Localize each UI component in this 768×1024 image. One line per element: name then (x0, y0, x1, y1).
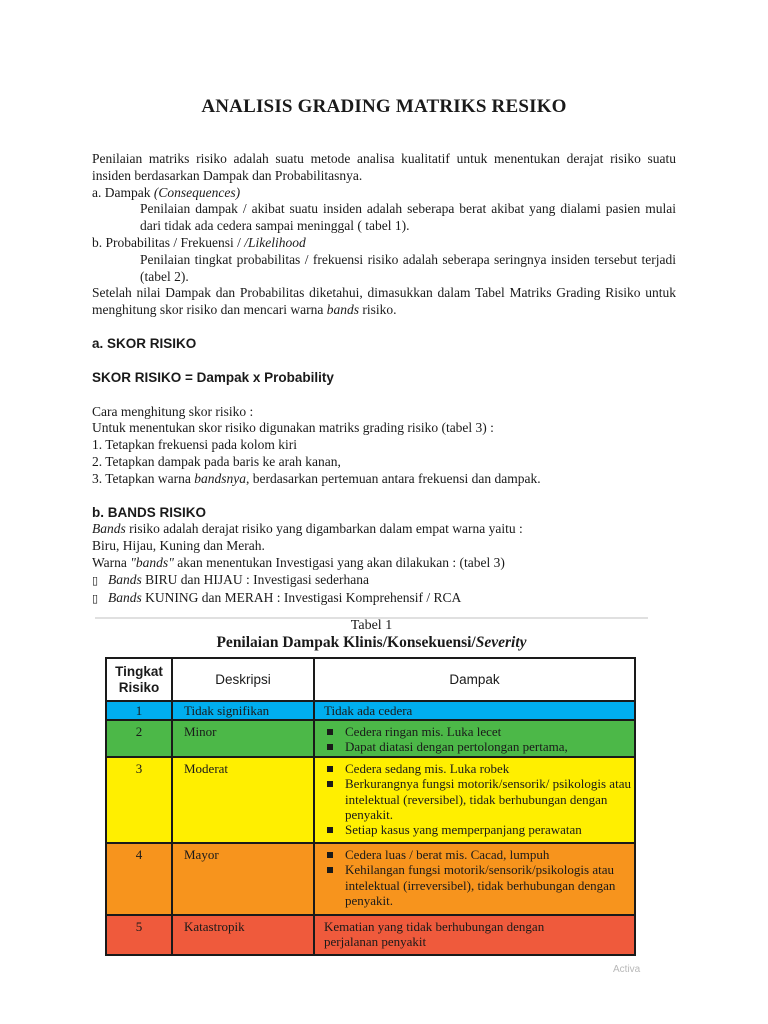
intro-paragraph: Penilaian matriks risiko adalah suatu metode analisa kualitatif untuk menentukan derajat risiko suatu insiden berdasarkan Dampak dan Probabilitasnya. (92, 151, 676, 183)
table-heading: Penilaian Dampak Klinis/Konsekuensi/Severity (216, 634, 527, 651)
table-caption: Tabel 1 (350, 618, 393, 633)
bullet-item: ▯ Bands KUNING dan MERAH : Investigasi Komprehensif / RCA (92, 590, 676, 608)
impact-bullet: Setiap kasus yang memperpanjang perawatan (324, 822, 634, 837)
page-title: ANALISIS GRADING MATRIKS RESIKO (201, 96, 567, 117)
item-b-text: Penilaian tingkat probabilitas / frekuensi risiko adalah seberapa seringnya insiden tersebut terjadi (tabel 2). (140, 251, 676, 284)
item-b: b. Probabilitas / Frekuensi / /Likelihood (92, 234, 306, 250)
item-a: a. Dampak (Consequences) (92, 184, 241, 200)
impact-bullet: Berkurangnya fungsi motorik/sensorik/ psikologis atau intelektual (reversibel), tidak berhubungan dengan penyakit. (324, 776, 634, 822)
impact-text: Kematian yang tidak berhubungan dengan perjalanan penyakit (324, 919, 545, 950)
impact-text: Tidak ada cedera (324, 703, 413, 718)
bullet-item: ▯ Bands BIRU dan HIJAU : Investigasi sederhana (92, 572, 676, 590)
risk-level: 2 (106, 720, 172, 757)
risk-table (105, 657, 636, 956)
risk-level: 1 (106, 701, 172, 720)
risk-description: Mayor (172, 843, 314, 915)
bands-definition: Bands risiko adalah derajat risiko yang digambarkan dalam empat warna yaitu : (92, 521, 523, 537)
impact-bullet: Cedera luas / berat mis. Cacad, lumpuh (324, 847, 634, 862)
section-a-heading: a. SKOR RISIKO (92, 335, 197, 351)
calc-line: Untuk menentukan skor risiko digunakan matriks grading risiko (tabel 3) : (92, 420, 494, 436)
item-a-text: Penilaian dampak / akibat suatu insiden adalah seberapa berat akibat yang dialami pasien mulai dari tidak ada cedera sampai meninggal ( tabel 1). (140, 201, 676, 234)
step-2: 2. Tetapkan dampak pada baris ke arah kanan, (92, 453, 341, 469)
watermark: Activa (613, 964, 641, 975)
risk-impact (314, 843, 635, 915)
risk-impact (314, 757, 635, 843)
table-figure (95, 614, 648, 984)
calc-intro: Cara menghitung skor risiko : (92, 403, 254, 419)
col-header-level: Tingkat Risiko (106, 658, 172, 701)
bands-colors: Biru, Hijau, Kuning dan Merah. (92, 538, 265, 554)
risk-description: Tidak signifikan (172, 701, 314, 720)
risk-impact (314, 915, 635, 955)
table-row (106, 720, 635, 757)
risk-impact (314, 720, 635, 757)
col-header-description: Deskripsi (172, 658, 314, 701)
table-header-row (106, 658, 635, 701)
warna-line: Warna "bands" akan menentukan Investigasi yang akan dilakukan : (tabel 3) (92, 554, 505, 570)
step-1: 1. Tetapkan frekuensi pada kolom kiri (92, 437, 297, 453)
risk-description: Minor (172, 720, 314, 757)
formula: SKOR RISIKO = Dampak x Probability (92, 369, 334, 385)
impact-bullet: Cedera ringan mis. Luka lecet (324, 724, 634, 739)
section-b-heading: b. BANDS RISIKO (92, 504, 207, 520)
risk-level: 4 (106, 843, 172, 915)
col-header-impact: Dampak (314, 658, 635, 701)
risk-impact (314, 701, 635, 720)
table-row (106, 915, 635, 955)
risk-description: Katastropik (172, 915, 314, 955)
body-text (92, 151, 676, 607)
after-paragraph: Setelah nilai Dampak dan Probabilitas diketahui, dimasukkan dalam Tabel Matriks Grading Risiko untuk menghitung skor risiko dan mencari warna bands risiko. (92, 285, 676, 318)
table-row (106, 701, 635, 720)
impact-bullet: Cedera sedang mis. Luka robek (324, 761, 634, 776)
risk-description: Moderat (172, 757, 314, 843)
table-row (106, 843, 635, 915)
impact-bullet: Kehilangan fungsi motorik/sensorik/psikologis atau intelektual (irreversibel), tidak berhubungan dengan penyakit. (324, 862, 634, 908)
impact-bullet: Dapat diatasi dengan pertolongan pertama, (324, 739, 634, 754)
step-3: 3. Tetapkan warna bandsnya, berdasarkan pertemuan antara frekuensi dan dampak. (92, 470, 541, 486)
table-row (106, 757, 635, 843)
risk-level: 5 (106, 915, 172, 955)
risk-level: 3 (106, 757, 172, 843)
